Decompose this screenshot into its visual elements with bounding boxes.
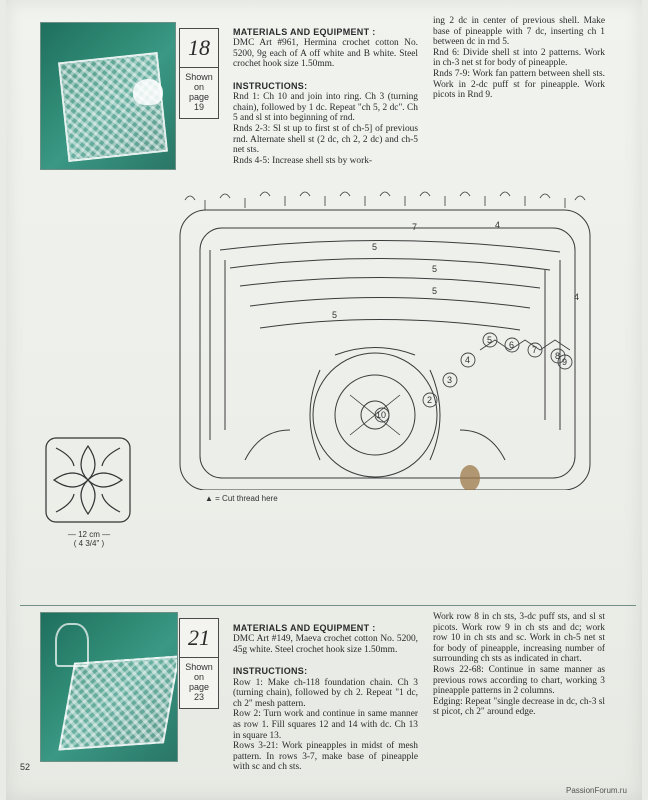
chart-label: 7: [532, 345, 538, 355]
pattern-18-column-1: [233, 16, 418, 177]
glasses-image: [55, 623, 89, 667]
materials-heading: MATERIALS AND EQUIPMENT :: [233, 622, 376, 633]
cut-thread-icon: ▲: [205, 494, 213, 503]
motif-diagram: [44, 436, 132, 524]
cup-image: [133, 79, 163, 105]
chart-label: 5: [372, 242, 378, 252]
page-number: 52: [20, 762, 31, 772]
pattern-18-column-2: ing 2 dc in center of previous shell. Make base of pineapple with 7 dc, inserting ch 1 between dc in rnd 5. Rnd 6: Divide shell st into 2 patterns. Work in ch-3 net st for body of pineapple. Rnds 7-9: Work fan pattern between shell sts. Work in 2-dc puff st for pineapple. Work picots in Rnd 9.: [433, 16, 605, 101]
doily-image: [58, 655, 178, 750]
chart-label: 3: [447, 375, 453, 385]
materials-heading: MATERIALS AND EQUIPMENT :: [233, 26, 376, 37]
measure-in: ( 4 3/4" ): [73, 539, 105, 548]
chart-label: 10: [376, 410, 387, 420]
instructions-heading: INSTRUCTIONS:: [233, 665, 308, 676]
chart-label: 8: [555, 351, 561, 361]
chart-label: 7: [412, 222, 418, 232]
chart-label: 9: [562, 357, 568, 367]
doily-image: [58, 52, 168, 162]
cut-thread-legend: [205, 494, 278, 503]
chart-label: 2: [427, 395, 433, 405]
shown-on-page: Shown on page 23: [185, 662, 213, 702]
watermark: PassionForum.ru: [566, 786, 627, 795]
pattern-21-photo: [40, 612, 178, 762]
pattern-number: 18: [180, 29, 218, 68]
section-divider: [20, 605, 636, 606]
materials-text: DMC Art #961, Hermina crochet cotton No. 5200, 9g each of A off white and B white. Steel crochet hook size 1.50mm.: [233, 38, 418, 70]
instructions-text: Rnd 1: Ch 10 and join into ring. Ch 3 (turning chain), followed by 1 dc. Repeat "ch 5, 2 dc". Ch 5 and sl st into beginning of rnd. Rnds 2-3: Sl st up to first st of ch-5] of previous rnd. Alternate shell st (2 dc, ch 2, 2 dc) and ch-5 net sts. Rnds 4-5: Increase shell sts by work-: [233, 92, 418, 166]
pattern-21-number-box: [179, 618, 219, 709]
chart-label: 4: [465, 355, 471, 365]
materials-text: DMC Art #149, Maeva crochet cotton No. 5200, 45g white. Steel crochet hook size 1.50mm.: [233, 634, 418, 655]
instructions-text: Row 1: Make ch-118 foundation chain. Ch 3 (turning chain), followed by ch 2. Repeat "1 dc, ch 2" mesh pattern. Row 2: Turn work and continue in same manner as row 1. Fill squares 12 and 14 with dc. Ch 13 in square 13. Rows 3-21: Work pineapples in midst of mesh pattern. In rows 3-7, make base of pineapple with sc and ch sts.: [233, 677, 418, 773]
instructions-heading: INSTRUCTIONS:: [233, 80, 308, 91]
chart-label: 4: [574, 292, 580, 302]
pattern-21-column-1: [233, 612, 418, 784]
measure-cm: — 12 cm —: [67, 530, 111, 539]
stain: [460, 465, 480, 490]
pattern-18-crochet-chart: [150, 190, 600, 490]
chart-label: 6: [509, 340, 515, 350]
chart-label: 5: [432, 264, 438, 274]
chart-label: 5: [487, 335, 493, 345]
measure-caption: [42, 530, 136, 548]
pattern-18-photo: [40, 22, 176, 170]
chart-label: 4: [495, 220, 501, 230]
pattern-18-number-box: [179, 28, 219, 119]
legend-text: = Cut thread here: [215, 494, 278, 503]
shown-on-page: Shown on page 19: [185, 72, 213, 112]
pattern-21-column-2: Work row 8 in ch sts, 3-dc puff sts, and sl st picots. Work row 9 in ch sts and dc; work row 10 in ch sts and sc. Work in ch-5 net st for body of pineapple, increasing number of surrounding ch sts as indicated in chart. Rows 22-68: Continue in same manner as previous rows according to chart, working 3 pineapple patterns in 2 columns. Edging: Repeat "single decrease in dc, ch-3 sl st picot, ch 2" around edge.: [433, 612, 606, 718]
pattern-number: 21: [180, 619, 218, 658]
chart-label: 5: [432, 286, 438, 296]
chart-label: 5: [332, 310, 338, 320]
